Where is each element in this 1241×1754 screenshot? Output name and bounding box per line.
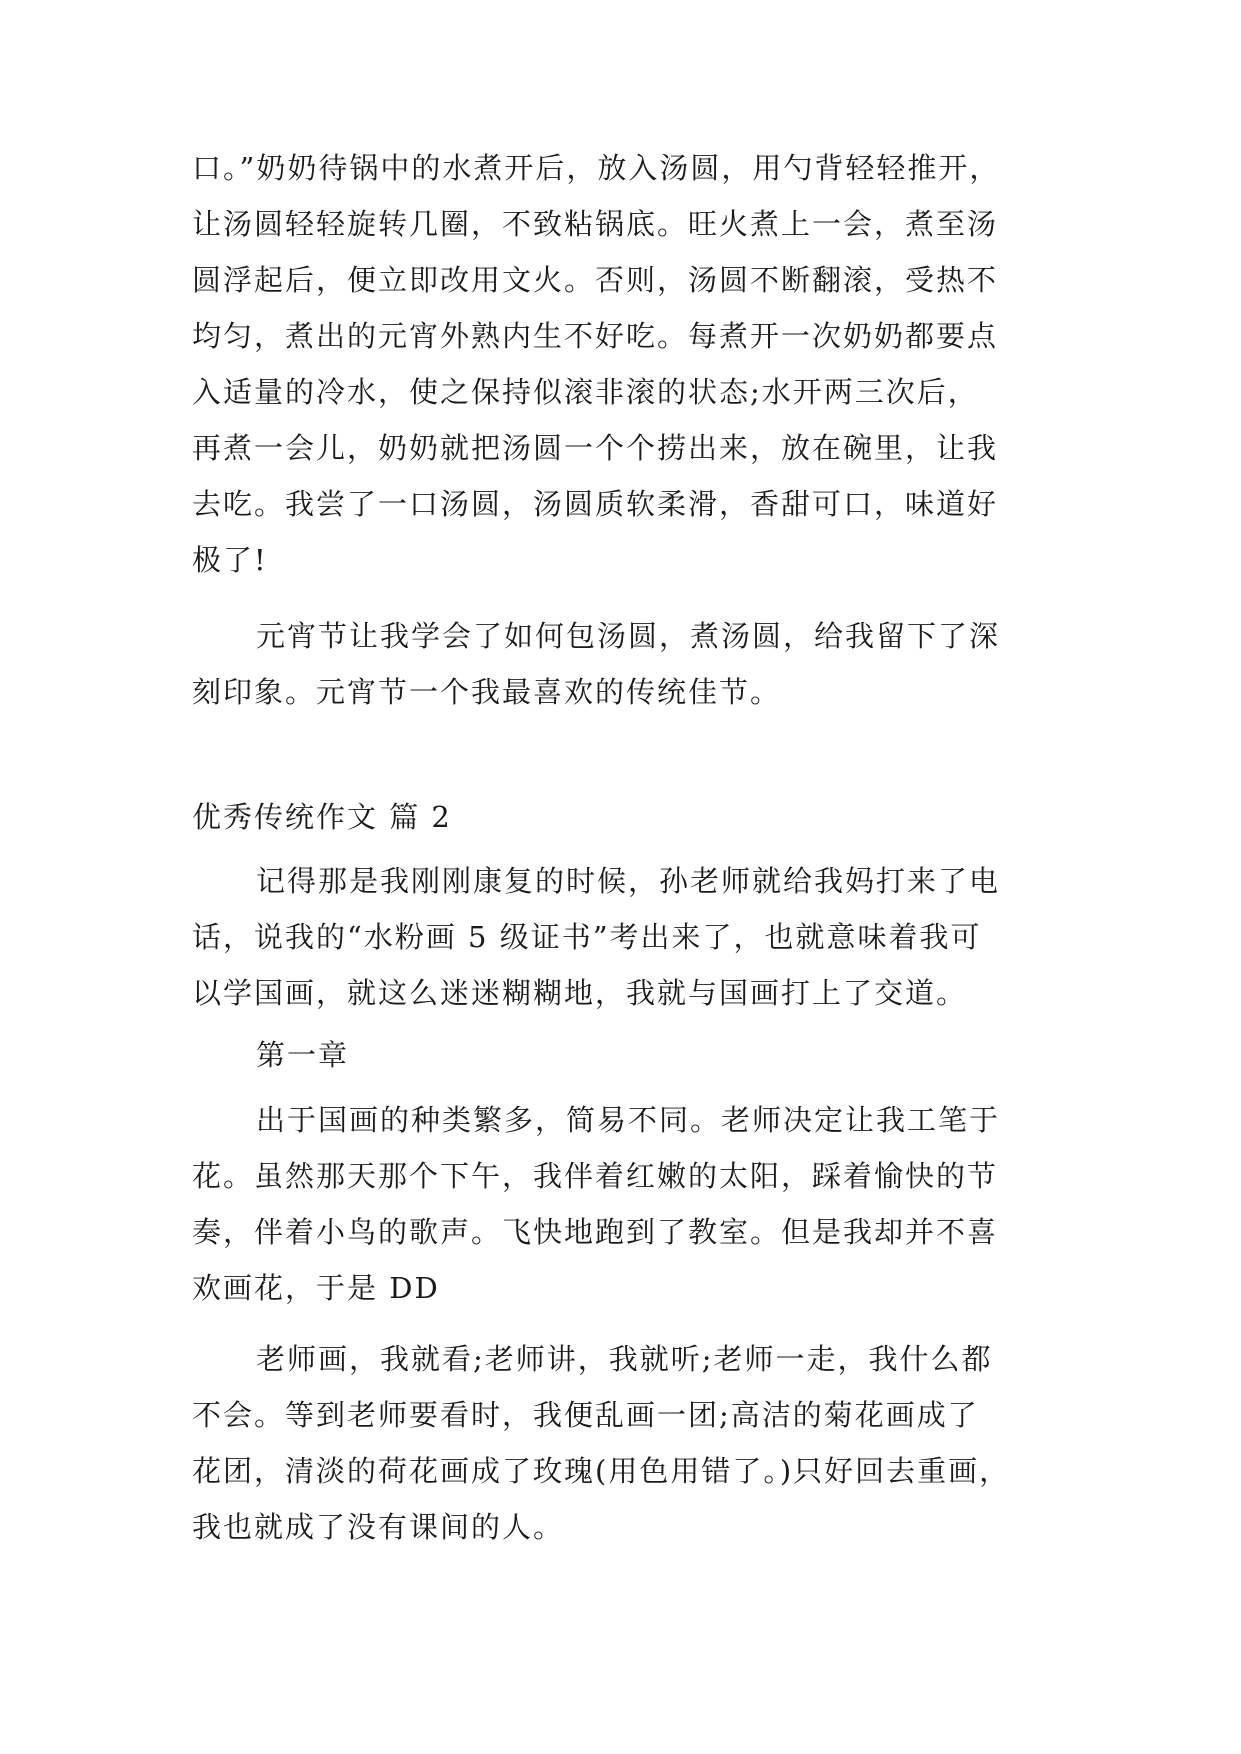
text-line: 以学国画，就这么迷迷糊糊地，我就与国画打上了交道。 xyxy=(192,976,968,1010)
text-line: 让汤圆轻轻旋转几圈，不致粘锅底。旺火煮上一会，煮至汤 xyxy=(192,207,999,241)
text-line: 极了! xyxy=(192,543,268,577)
text-line: 再煮一会儿，奶奶就把汤圆一个个捞出来，放在碗里，让我 xyxy=(192,431,999,465)
text-line: 老师画，我就看;老师讲，我就听;老师一走，我什么都 xyxy=(256,1342,993,1376)
text-line: 花团，清淡的荷花画成了玫瑰(用色用错了。)只好回去重画， xyxy=(192,1454,1011,1488)
text-line: 奏，伴着小鸟的歌声。飞快地跑到了教室。但是我却并不喜 xyxy=(192,1215,999,1249)
chapter-heading: 第一章 xyxy=(256,1038,350,1072)
text-line: 记得那是我刚刚康复的时候，孙老师就给我妈打来了电 xyxy=(256,864,1001,898)
section-heading: 优秀传统作文 篇 2 xyxy=(192,800,452,834)
text-line: 口。”奶奶待锅中的水煮开后，放入汤圆，用勺背轻轻推开， xyxy=(192,151,1001,185)
text-line: 出于国画的种类繁多，简易不同。老师决定让我工笔于 xyxy=(256,1103,1001,1137)
text-line: 刻印象。元宵节一个我最喜欢的传统佳节。 xyxy=(192,675,782,709)
text-line: 欢画花，于是 DD xyxy=(192,1271,440,1305)
text-line: 入适量的冷水，使之保持似滚非滚的状态;水开两三次后， xyxy=(192,375,979,409)
text-line: 均匀，煮出的元宵外熟内生不好吃。每煮开一次奶奶都要点 xyxy=(192,319,999,353)
text-line: 我也就成了没有课间的人。 xyxy=(192,1510,565,1544)
text-line: 不会。等到老师要看时，我便乱画一团;高洁的菊花画成了 xyxy=(192,1398,979,1432)
text-line: 话，说我的“水粉画 5 级证书”考出来了，也就意味着我可 xyxy=(192,920,982,954)
text-line: 去吃。我尝了一口汤圆，汤圆质软柔滑，香甜可口，味道好 xyxy=(192,487,999,521)
text-line: 圆浮起后，便立即改用文火。否则，汤圆不断翻滚，受热不 xyxy=(192,263,999,297)
text-line: 元宵节让我学会了如何包汤圆，煮汤圆，给我留下了深 xyxy=(256,619,1001,653)
text-line: 花。虽然那天那个下午，我伴着红嫩的太阳，踩着愉快的节 xyxy=(192,1159,999,1193)
